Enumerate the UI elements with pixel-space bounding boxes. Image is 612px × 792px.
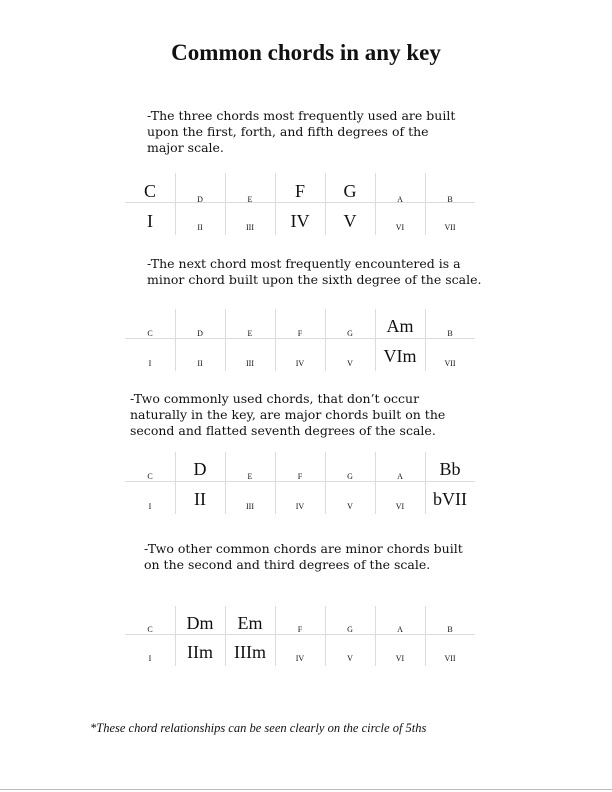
scale-degree: IV [295, 359, 305, 368]
scale-degree: V [347, 502, 353, 511]
highlighted-scale-degree: II [194, 489, 206, 509]
grid-horizontal-line [125, 338, 475, 339]
highlighted-scale-degree: IIIm [234, 642, 266, 662]
chord-name: D [197, 329, 203, 338]
scale-degree: III [246, 223, 254, 232]
text-line: naturally in the key, are major chords built on the [130, 407, 446, 422]
highlighted-chord-name: Em [237, 613, 263, 633]
chord-name: G [347, 472, 353, 481]
scale-degree: I [148, 654, 152, 663]
scale-degree: VII [444, 654, 456, 663]
scale-degree: VII [444, 223, 456, 232]
chord-name: A [397, 195, 403, 204]
scale-degree: V [347, 359, 353, 368]
scale-degree: VII [444, 359, 456, 368]
section-4-text [144, 541, 463, 573]
chord-name: C [147, 625, 153, 634]
scale-degree: II [197, 223, 203, 232]
highlighted-chord-name: Bb [439, 459, 461, 479]
text-line: -Two commonly used chords, that don’t occur [130, 391, 420, 406]
highlighted-scale-degree: V [343, 211, 357, 231]
chord-name: B [447, 329, 453, 338]
highlighted-scale-degree: bVII [433, 489, 467, 509]
chord-name: F [297, 329, 303, 338]
text-line: -The three chords most frequently used are built [147, 108, 456, 123]
highlighted-chord-name: C [143, 181, 156, 201]
chord-name: C [147, 472, 153, 481]
scale-degree: VI [395, 654, 405, 663]
text-line: on the second and third degrees of the scale. [144, 557, 431, 572]
highlighted-scale-degree: VIm [383, 346, 417, 366]
chord-grid-2 [125, 309, 475, 371]
highlighted-chord-name: Dm [186, 613, 214, 633]
text-line: minor chord built upon the sixth degree of the scale. [147, 272, 482, 287]
scale-degree: I [148, 359, 152, 368]
highlighted-scale-degree: IV [290, 211, 310, 231]
scale-degree: III [246, 359, 254, 368]
highlighted-scale-degree: IIm [187, 642, 213, 662]
text-line: upon the first, forth, and fifth degrees of the [147, 124, 429, 139]
chord-name: E [247, 329, 253, 338]
scale-degree: VI [395, 223, 405, 232]
text-line: second and flatted seventh degrees of the scale. [130, 423, 436, 438]
highlighted-chord-name: Am [386, 316, 414, 336]
highlighted-chord-name: F [294, 181, 305, 201]
scale-degree: IV [295, 502, 305, 511]
scale-degree: I [148, 502, 152, 511]
highlighted-chord-name: D [193, 459, 207, 479]
chord-name: C [147, 329, 153, 338]
grid-horizontal-line [125, 481, 475, 482]
text-line: -Two other common chords are minor chords built [144, 541, 463, 556]
highlighted-scale-degree: I [147, 211, 153, 231]
chord-name: F [297, 472, 303, 481]
section-2-text [147, 256, 481, 288]
chord-name: G [347, 625, 353, 634]
scale-degree: VI [395, 502, 405, 511]
scale-degree: III [246, 502, 254, 511]
scale-degree: V [347, 654, 353, 663]
chord-name: E [247, 472, 253, 481]
grid-horizontal-line [125, 634, 475, 635]
chord-grid-3 [125, 452, 475, 514]
chord-grid-1 [125, 173, 475, 235]
page-title: Common chords in any key [171, 40, 441, 65]
scale-degree: IV [295, 654, 305, 663]
footnote: *These chord relationships can be seen clearly on the circle of 5ths [90, 721, 427, 735]
section-3-text [130, 391, 445, 439]
text-line: major scale. [147, 140, 224, 155]
chord-name: A [397, 472, 403, 481]
chord-grid-4 [125, 606, 475, 666]
chord-name: E [247, 195, 253, 204]
chord-name: D [197, 195, 203, 204]
chord-name: F [297, 625, 303, 634]
text-line: -The next chord most frequently encountered is a [147, 256, 461, 271]
chord-name: B [447, 625, 453, 634]
chord-name: G [347, 329, 353, 338]
scale-degree: II [197, 359, 203, 368]
section-1-text [147, 108, 455, 156]
chord-name: A [397, 625, 403, 634]
highlighted-chord-name: G [343, 181, 357, 201]
chord-name: B [447, 195, 453, 204]
page-bottom-rule [0, 789, 612, 790]
